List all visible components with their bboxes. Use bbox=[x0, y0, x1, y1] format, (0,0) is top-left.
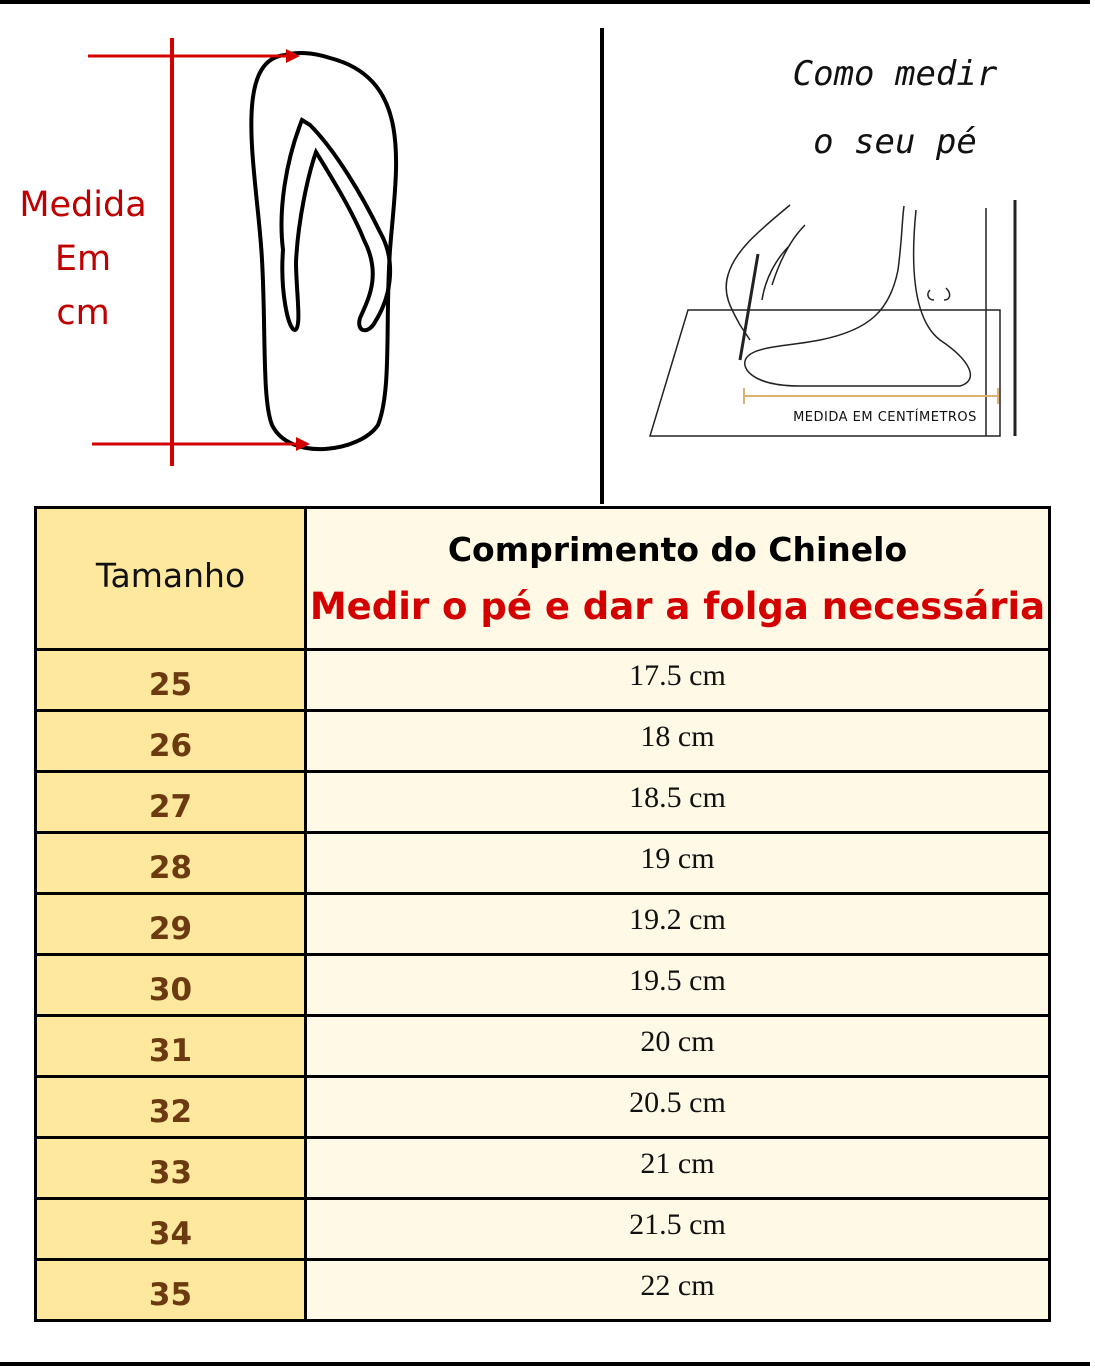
flip-flop-outline-icon bbox=[251, 53, 396, 449]
size-cell: 33 bbox=[36, 1138, 306, 1199]
table-row bbox=[36, 711, 1050, 772]
foot-caption: MEDIDA EM CENTÍMETROS bbox=[793, 410, 977, 425]
size-cell: 27 bbox=[36, 772, 306, 833]
length-cell: 18.5 cm bbox=[306, 772, 1050, 833]
size-cell: 31 bbox=[36, 1016, 306, 1077]
bottom-rule bbox=[0, 1362, 1090, 1366]
table-header-row bbox=[36, 508, 1050, 650]
table-row bbox=[36, 833, 1050, 894]
length-cell: 22 cm bbox=[306, 1260, 1050, 1321]
hand-outline-icon bbox=[726, 205, 805, 340]
size-cell: 30 bbox=[36, 955, 306, 1016]
length-cell: 19 cm bbox=[306, 833, 1050, 894]
size-cell: 34 bbox=[36, 1199, 306, 1260]
size-cell: 35 bbox=[36, 1260, 306, 1321]
length-cell: 17.5 cm bbox=[306, 650, 1050, 711]
header-note: Medir o pé e dar a folga necessária bbox=[309, 584, 1046, 628]
length-cell: 21.5 cm bbox=[306, 1199, 1050, 1260]
size-cell: 25 bbox=[36, 650, 306, 711]
length-cell: 21 cm bbox=[306, 1138, 1050, 1199]
size-cell: 26 bbox=[36, 711, 306, 772]
length-cell: 19.5 cm bbox=[306, 955, 1050, 1016]
how-to-title bbox=[720, 40, 1070, 176]
how-to-title-line2: o seu pé bbox=[813, 122, 977, 162]
header-length: Comprimento do Chinelo bbox=[447, 529, 908, 569]
foot-measure-illustration bbox=[640, 190, 1030, 440]
table-row bbox=[36, 1016, 1050, 1077]
table-row bbox=[36, 1199, 1050, 1260]
measure-label bbox=[10, 178, 156, 340]
table-row bbox=[36, 1138, 1050, 1199]
header-size: Tamanho bbox=[36, 508, 306, 650]
length-cell: 20 cm bbox=[306, 1016, 1050, 1077]
table-row bbox=[36, 1077, 1050, 1138]
table-row bbox=[36, 772, 1050, 833]
table-row bbox=[36, 894, 1050, 955]
table-row bbox=[36, 955, 1050, 1016]
pencil-icon bbox=[740, 254, 758, 360]
measure-label-line1: Medida bbox=[19, 185, 147, 225]
table-row bbox=[36, 650, 1050, 711]
size-cell: 29 bbox=[36, 894, 306, 955]
vertical-divider bbox=[600, 28, 604, 504]
measure-label-line2: Em bbox=[54, 239, 112, 279]
foot-outline-icon bbox=[745, 206, 971, 386]
how-to-title-line1: Como medir bbox=[792, 54, 998, 94]
size-table bbox=[34, 506, 1051, 1322]
table-row bbox=[36, 1260, 1050, 1321]
length-cell: 20.5 cm bbox=[306, 1077, 1050, 1138]
length-cell: 19.2 cm bbox=[306, 894, 1050, 955]
header-length-cell bbox=[306, 508, 1050, 650]
length-cell: 18 cm bbox=[306, 711, 1050, 772]
measure-label-line3: cm bbox=[56, 293, 110, 333]
size-cell: 32 bbox=[36, 1077, 306, 1138]
size-cell: 28 bbox=[36, 833, 306, 894]
